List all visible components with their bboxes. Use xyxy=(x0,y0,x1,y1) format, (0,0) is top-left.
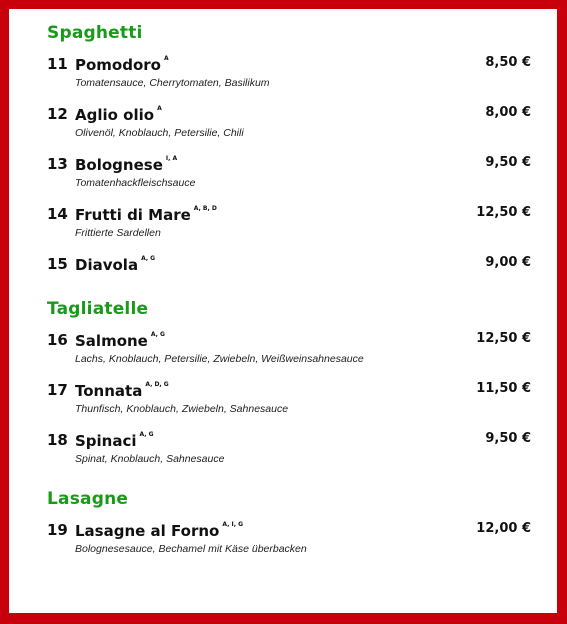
section-title: Lasagne xyxy=(47,489,129,509)
item-name-wrap xyxy=(75,521,243,540)
item-description: Frittierte Sardellen xyxy=(75,227,161,239)
item-name: Salmone xyxy=(75,332,148,350)
item-name-wrap xyxy=(75,331,165,350)
section-title: Tagliatelle xyxy=(47,299,149,319)
item-price: 12,50 € xyxy=(476,331,531,346)
item-allergens: I, A xyxy=(165,155,178,162)
item-number: 11 xyxy=(47,55,68,73)
item-name: Diavola xyxy=(75,256,139,274)
item-name-wrap xyxy=(75,105,162,124)
menu-item xyxy=(47,105,537,155)
item-price: 12,00 € xyxy=(476,521,531,536)
menu-item xyxy=(47,205,537,255)
item-allergens: A xyxy=(163,55,169,62)
item-allergens: A, G xyxy=(139,431,154,438)
item-price: 9,50 € xyxy=(485,431,531,446)
section-spaghetti xyxy=(47,23,537,279)
item-name: Aglio olio xyxy=(75,106,155,124)
menu-item xyxy=(47,331,537,381)
item-description: Olivenöl, Knoblauch, Petersilie, Chili xyxy=(75,127,244,139)
section-tagliatelle xyxy=(47,299,537,481)
item-name-wrap xyxy=(75,55,169,74)
item-allergens: A, B, D xyxy=(193,205,217,212)
item-description: Spinat, Knoblauch, Sahnesauce xyxy=(75,453,225,465)
item-price: 9,50 € xyxy=(485,155,531,170)
item-price: 11,50 € xyxy=(476,381,531,396)
item-price: 8,00 € xyxy=(485,105,531,120)
item-name: Bolognese xyxy=(75,156,163,174)
menu-item xyxy=(47,155,537,205)
item-number: 15 xyxy=(47,255,68,273)
section-lasagne xyxy=(47,489,537,571)
menu-item xyxy=(47,55,537,105)
item-allergens: A, D, G xyxy=(145,381,169,388)
item-name: Frutti di Mare xyxy=(75,206,191,224)
item-name-wrap xyxy=(75,431,154,450)
item-price: 9,00 € xyxy=(485,255,531,270)
item-number: 16 xyxy=(47,331,68,349)
item-number: 14 xyxy=(47,205,68,223)
menu-item xyxy=(47,255,537,279)
item-number: 12 xyxy=(47,105,68,123)
item-allergens: A, G xyxy=(141,255,156,262)
item-number: 19 xyxy=(47,521,68,539)
item-allergens: A, G xyxy=(150,331,165,338)
item-number: 13 xyxy=(47,155,68,173)
section-title: Spaghetti xyxy=(47,23,143,43)
item-name-wrap xyxy=(75,381,169,400)
item-price: 12,50 € xyxy=(476,205,531,220)
item-description: Lachs, Knoblauch, Petersilie, Zwiebeln, Weißweinsahnesauce xyxy=(75,353,364,365)
item-allergens: A, I, G xyxy=(222,521,244,528)
menu-item xyxy=(47,381,537,431)
item-name-wrap xyxy=(75,155,177,174)
item-price: 8,50 € xyxy=(485,55,531,70)
menu-item xyxy=(47,431,537,481)
item-name-wrap xyxy=(75,205,217,224)
item-number: 17 xyxy=(47,381,68,399)
item-number: 18 xyxy=(47,431,68,449)
item-description: Tomatensauce, Cherrytomaten, Basilikum xyxy=(75,77,270,89)
item-name: Lasagne al Forno xyxy=(75,522,220,540)
item-allergens: A xyxy=(157,105,162,112)
item-name: Tonnata xyxy=(75,382,143,400)
menu-page xyxy=(9,9,557,613)
item-name: Pomodoro xyxy=(75,56,161,74)
item-name: Spinaci xyxy=(75,432,137,450)
item-description: Bolognesesauce, Bechamel mit Käse überbacken xyxy=(75,543,307,555)
item-name-wrap xyxy=(75,255,155,274)
item-description: Tomatenhackfleischsauce xyxy=(75,177,196,189)
item-description: Thunfisch, Knoblauch, Zwiebeln, Sahnesauce xyxy=(75,403,289,415)
menu-item xyxy=(47,521,537,571)
